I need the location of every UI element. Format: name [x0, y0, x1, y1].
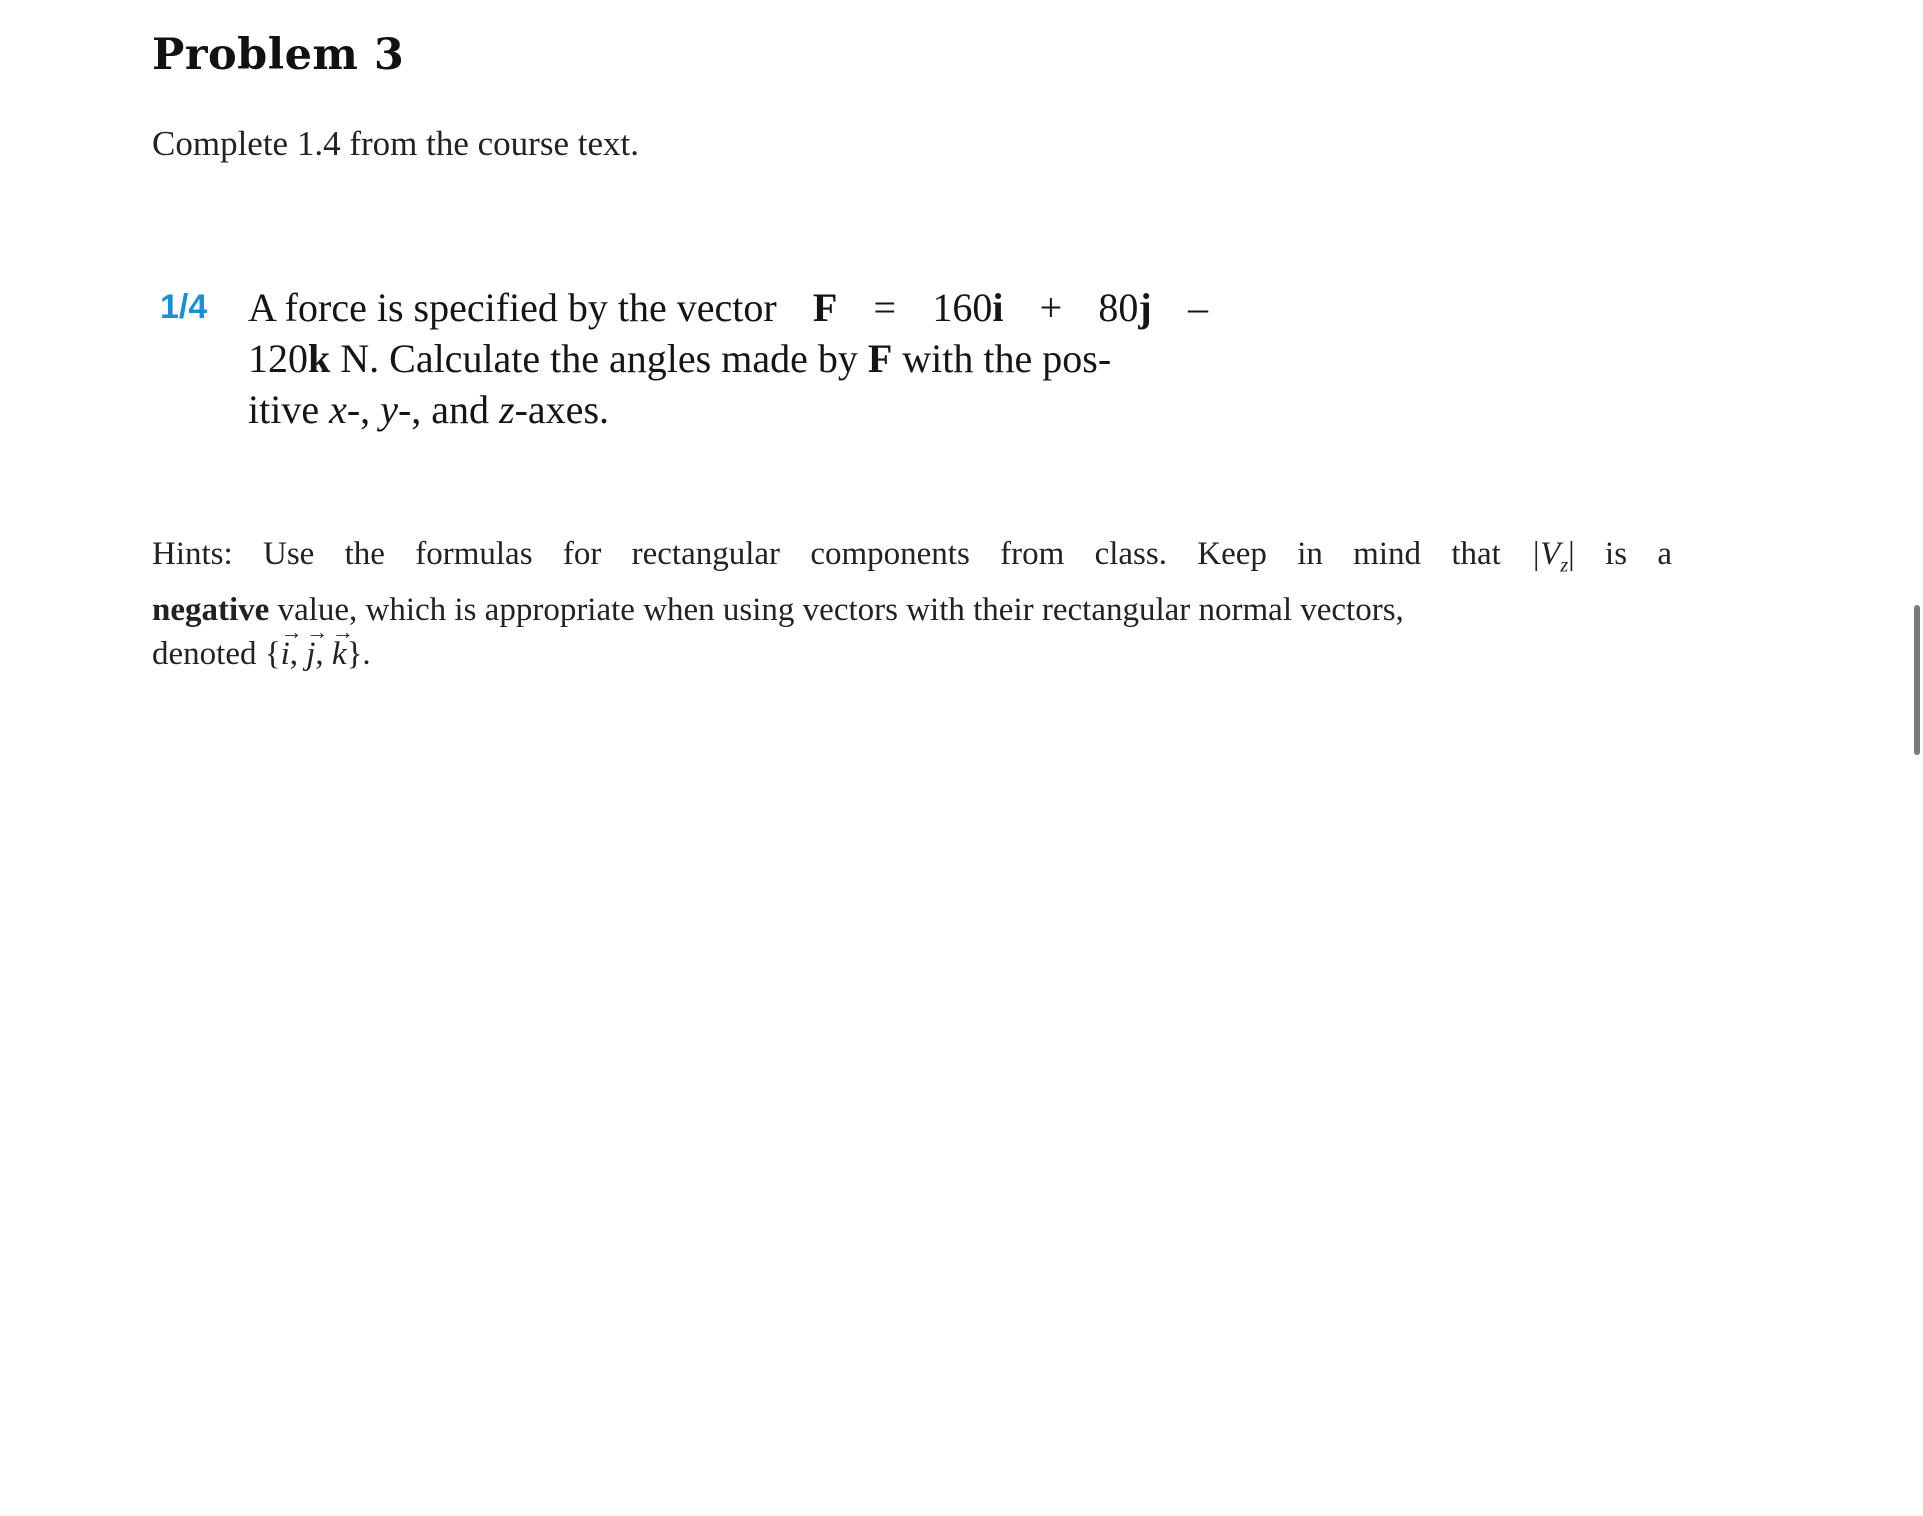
problem-line-3: itive x-, y-, and z-axes.: [248, 387, 610, 432]
problem-line-2: 120k N. Calculate the angles made by F with the pos-: [248, 336, 1112, 381]
emphasis-negative: negative: [152, 591, 270, 628]
minus-sign: –: [1187, 285, 1208, 330]
hints-line-1: Hints: Use the formulas for rectangular components from class. Keep in mind that $|V_z|$ is a: [152, 532, 1672, 588]
problem-line-1: [248, 282, 1208, 333]
unit-j: j: [1138, 285, 1152, 330]
hints-paragraph: [152, 532, 1672, 676]
problem-text-segment: A force is specified by the vector: [248, 285, 777, 330]
unit-k: k: [308, 336, 331, 381]
unit-vector-i: → i: [281, 632, 290, 676]
unit-vector-j: → j: [306, 632, 315, 676]
axis-x: x: [329, 387, 347, 432]
intro-text: Complete 1.4 from the course text.: [152, 124, 639, 163]
axis-z: z: [499, 387, 515, 432]
term-80j: 80j: [1098, 285, 1152, 330]
unit-vector-k: → k: [332, 632, 347, 676]
vertical-scrollbar[interactable]: [1914, 605, 1920, 755]
term-160i: 160i: [932, 285, 1004, 330]
problem-heading: Problem 3: [152, 30, 405, 80]
vector-F: F: [867, 336, 893, 381]
equals-sign: =: [873, 285, 897, 330]
hints-line-2: negative value, which is appropriate when using vectors with their rectangular normal vectors,: [152, 591, 1404, 628]
unit-i: i: [992, 285, 1004, 330]
problem-statement: [248, 282, 1208, 435]
plus-sign: +: [1039, 285, 1063, 330]
axis-y: y: [380, 387, 398, 432]
abs-Vz: $|V_z|$: [1531, 536, 1575, 577]
vector-F: F: [812, 285, 838, 330]
hints-line-3: denoted {→ i, → j, → k}.: [152, 632, 1672, 676]
problem-number: 1/4: [160, 288, 208, 326]
